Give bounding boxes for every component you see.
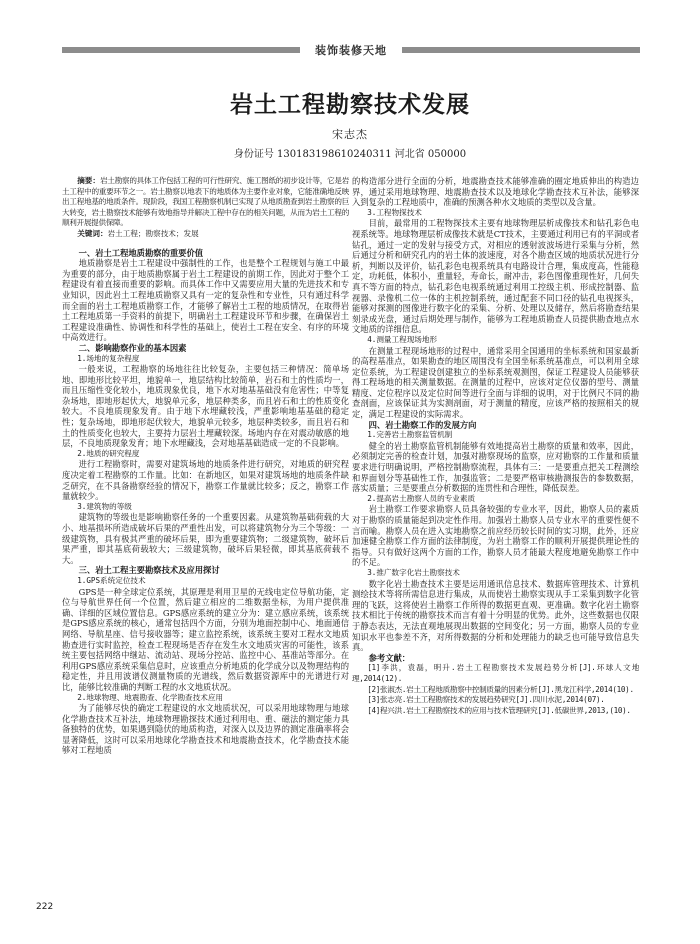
author-id-line: 身份证号 130183198610240311 河北省 050000 bbox=[233, 149, 467, 160]
paragraph-continued: 的构造部分进行全面的分析，地震勘查技术能够准确的圈定地质伸出的构造边界，通过采用地球物理、地震勘查技术以及地球化学勘查技术互补法，能够深入到复杂的工程地质中，准确的预测各种水文地质的类型以及含量。 bbox=[352, 176, 639, 208]
subsection-heading: 3.工程物探技术 bbox=[367, 207, 422, 217]
subsection-heading: 1.完善岩土勘察监管机制 bbox=[367, 430, 453, 440]
paragraph: 健全的岩土勘察监管机制能够有效地提高岩土勘察的质量和效率，因此，必须制定完善的检查计划，加强对勘察现场的监察，应对勘察的工作量和质量要求进行明确说明，严格控制勘察流程，具体有三：一是要重点把关工程测绘和界面划分等基础性工作，加强监管；二是要严格审核勘测报告的参数数据，落实质量；三是要重点分析数据的连贯性和合理性，降低误差。 bbox=[352, 440, 639, 494]
paragraph: 目前，最常用的工程物探技术主要有地球物理层析成像技术和钻孔彩色电视系统等。地球物理层析成像技术就是CT技术，主要通过利用已有的平洞或者钻孔，通过一定的发射与接受方式，对相应的透射波波场进行采集与分析，然后通过分析和研究孔内的岩土体的波速度，对各个勘查区域的地质状况进行分析，判断以及评价，钻孔彩色电视系统具有电路设计合理，集成度高，性能稳定，功耗低，体积小，重量轻，寿命长，耐冲击，彩色图像重现性好，几何失真不等方面的特点，钻孔彩色电视系统通过利用工控级主机、形成控制器、监视器、录像机二位一体的主机控制系统，通过配套不同口径的钻孔电视探头，能够对探测的图像进行数字化的采集、分析、处理以及储存，然后将勘查结果刻录成光盘，通过后期处理与制作，能够为工程地质勘查人员提供勘查地点水文地质的详细信息。 bbox=[352, 218, 639, 335]
keywords-label: 关键词： bbox=[77, 228, 108, 238]
paragraph: 为了能够尽快的确定工程建设的水文地质状况，可以采用地球物理与地球化学勘查技术互补法，地球物理勘探技术通过利用电、重、磁法的测定能力具备独特的优势，如果遇到隐伏的地质构造，对深入以及边界的测定准确率将会显著降低，这时可以采用地球化学勘查技术和地震勘查技术，化学勘查技术能够对工程地质 bbox=[62, 703, 349, 756]
subsection-heading: 1.GPS系统定位技术 bbox=[77, 575, 146, 585]
header-rule-right bbox=[402, 47, 640, 53]
article-author: 宋志杰 bbox=[332, 128, 368, 141]
reference-item: [3]张志亮.岩土工程勘察技术的发展趋势研究[J].四川水泥,2014(07). bbox=[367, 695, 605, 705]
subsection-heading: 1.场地的复杂程度 bbox=[77, 353, 140, 363]
subsection-heading: 2.地质的研究程度 bbox=[77, 448, 140, 458]
paragraph: 岩土勘察工作要求勘察人员具备较强的专业水平，因此，勘察人员的素质对于勘察的质量能起到决定性作用。加强岩土勘察人员专业水平的重要性便不言而喻。勘察人员在进入实地勘察之前应经历较长时间的实习期，此外，还应加速健全勘察工作方面的法律制度，为岩土勘察工作的顺利开展提供理论性的指导。只有做好这两个方面的工作，勘察人员才能最大程度地避免勘察工作中的不足。 bbox=[352, 504, 639, 568]
subsection-heading: 2.提高岩土勘察人员的专业素质 bbox=[367, 493, 476, 503]
section-label: 装饰装修天地 bbox=[315, 44, 387, 57]
reference-item: [2]张淑杰.岩土工程地质勘察中控制质量的因素分析[J].黑龙江科学,2014(10). bbox=[367, 684, 634, 694]
paragraph: GPS是一种全球定位系统，其原理是利用卫星的无线电定位导航功能，定位与导航世界任何一个位置，然后建立相应的二维数据坐标，为用户提供准确、详细的区域位置信息。GPS感应系统的建立分为：建立感应系统，该系统是GPS感应系统的核心，通常包括四个方面，分别为地面控制中心、地面通信网络、导航星座、信号接收器等；建立监控系统，该系统主要对工程水文地质勘查进行实时监控，检查工程现场是否存在发生水文地质灾害的可能性，该系统主要包括网络中继站、流动站、现场分控站、监控中心、基准站等部分。在利用GPS感应系统采集信息时，应该重点分析地质的化学成分以及物理结构的稳定性，并且用波谱仪测量物质的光谱线，然后数据资源库中的光谱进行对比，能够比较准确的判断工程的水文地质状况。 bbox=[62, 586, 349, 692]
abstract bbox=[62, 176, 349, 229]
subsection-heading: 2.地球物理、地震勘查、化学勘查技术应用 bbox=[77, 692, 224, 702]
section-heading: 二、影响勘察作业的基本因素 bbox=[78, 342, 187, 353]
paragraph: 在测量工程现场地形的过程中，通常采用全国通用的坐标系统和国家最新的高程基准点，如果勘查的地区周围没有全国坐标系统基准点，可以利用全球定位系统，为工程建设创建独立的坐标系统观测图，保证工程建设人员能够获得工程场地的相关测量数据。在测量的过程中，应该对定位仪器的型号、测量精度、定位程序以及定位时间等进行全面与详细的说明，对于比例尺不同的勘查剖面，应该保证其为实测剖面，对于测量的精度，应该严格的按照相关的规定，满足工程建设的实际需求。 bbox=[352, 345, 639, 420]
keywords bbox=[62, 229, 349, 240]
abstract-label: 摘要： bbox=[77, 176, 101, 185]
header-rule-left bbox=[62, 47, 300, 53]
reference-item: [1]李洪，袁磊，明升.岩土工程勘察技术发展趋势分析[J].环球人文地理,2014(12). bbox=[352, 663, 639, 683]
paragraph: 数字化岩土勘查技术主要是运用通讯信息技术、数据库管理技术、计算机测绘技术等将所需信息进行集成，从而使岩土勘察实现从手工采集到数字化管理的飞跃，这将使岩土勘察工作所得的数据更直观、更准确。数字化岩土勘察技术相比于传统的勘察技术而言有着十分明显的优势。此外，这些数据也仅限于静态表达，无法直观地展现出数据的空间变化；另一方面，勘察人员的专业知识水平也参差不齐，对所得数据的分析和处理能力的缺乏也可能导致信息失真。 bbox=[352, 578, 639, 653]
paragraph: 一般来说，工程勘察的场地往往比较复杂，主要包括三种情况：简单场地、即地形比较平坦，地貌单一，地层结构比较简单，岩石和土的性质均一，而且压缩性变化较小，地质现象优良，地下水对地基基础没有危害性；中等复杂场地，即地形起伏大，地貌单元多，地层种类多，而且岩石和土的性质变化较大。不良地质现象发育。由于地下水埋藏较浅，严重影响地基基础的稳定性；复杂场地，即地形起伏较大，地貌单元较多，地层种类较多，而且岩石和土的性质变化也较大，主要持力层岩土埋藏较深。场地内存在对震动敏感的地层，不良地质现象发育；地下水埋藏浅，会对地基基础造成一定的不良影响。 bbox=[62, 364, 349, 449]
subsection-heading: 3.建筑物的等级 bbox=[77, 501, 132, 511]
left-column bbox=[62, 176, 349, 916]
references-heading: 参考文献： bbox=[368, 652, 411, 663]
subsection-heading: 3.推广数字化岩土勘察技术 bbox=[367, 567, 460, 577]
keywords-text: 岩土工程；勘察技术；发展 bbox=[107, 228, 199, 238]
right-column bbox=[352, 176, 639, 916]
reference-item: [4]程兴洪.岩土工程勘察技术的应用与技术管理研究[J].低碳世界,2013,(10). bbox=[367, 705, 631, 715]
section-heading: 四、岩土勘察工作的发展方向 bbox=[368, 419, 477, 430]
article-title: 岩土工程勘察技术发展 bbox=[230, 92, 470, 118]
paragraph: 地质勘察是岩土工程建设中强制性的工作，也是整个工程规划与施工中最为重要的部分，由于地质勘察属于岩土工程建设的前期工作，因此对于整个工程建设有着直接而重要的影响。而具体工作中又需要应用大量的先进技术和专业知识，因此岩土工程地质勘察又具有一定的复杂性和专业性，只有通过科学而全面的岩土工程地质勘察工作，才能够了解岩土工程的地质情况，在取得岩土工程地质第一手资料的前提下，明确岩土工程建设环节和步骤，在确保岩土工程建设准确性、协调性和科学性的基础上，使岩土工程在安全、有序的环境中高效进行。 bbox=[62, 258, 349, 343]
page-number: 222 bbox=[36, 902, 54, 912]
abstract-text: 岩土勘察的具体工作包括工程的可行性研究、施工图纸的初步设计等，它是岩土工程中的重要环节之一。岩土勘察以地表下的地质体为主要作业对象，它能准确地反映出工程地基的地质条件。现阶段，我国工程勘察机制已实现了从地质勘查到岩土勘察的巨大转变，岩土勘察技术能够有效地指导并解决工程中存在的相关问题，从而为岩土工程的顺利开展提供保障。 bbox=[62, 176, 349, 228]
paragraph: 建筑物的等级也是影响勘察任务的一个重要因素。从建筑物基础荷载的大小、地基损坏所造成破坏后果的严重性出发，可以将建筑物分为三个等级：一级建筑物，具有极其严重的破坏后果，即为重要建筑物；二级建筑物，破坏后果严重，即其基底荷载较大；三级建筑物，破坏后果轻微，即其基底荷载不大。 bbox=[62, 512, 349, 565]
section-heading: 三、岩土工程主要勘察技术及应用探讨 bbox=[78, 565, 220, 576]
paragraph: 进行工程勘察时，需要对建筑场地的地质条件进行研究，对地质的研究程度决定着工程勘察的工作量。比如：在新地区，如果对建筑场地的地质条件缺乏研究，在不具备勘察经验的情况下，勘察工作量就比较多；反之，勘察工作量就较少。 bbox=[62, 459, 349, 502]
section-header-bar bbox=[62, 44, 640, 56]
subsection-heading: 4.测量工程现场地形 bbox=[367, 334, 438, 344]
section-heading: 一、岩土工程地质勘察的重要价值 bbox=[78, 247, 204, 258]
